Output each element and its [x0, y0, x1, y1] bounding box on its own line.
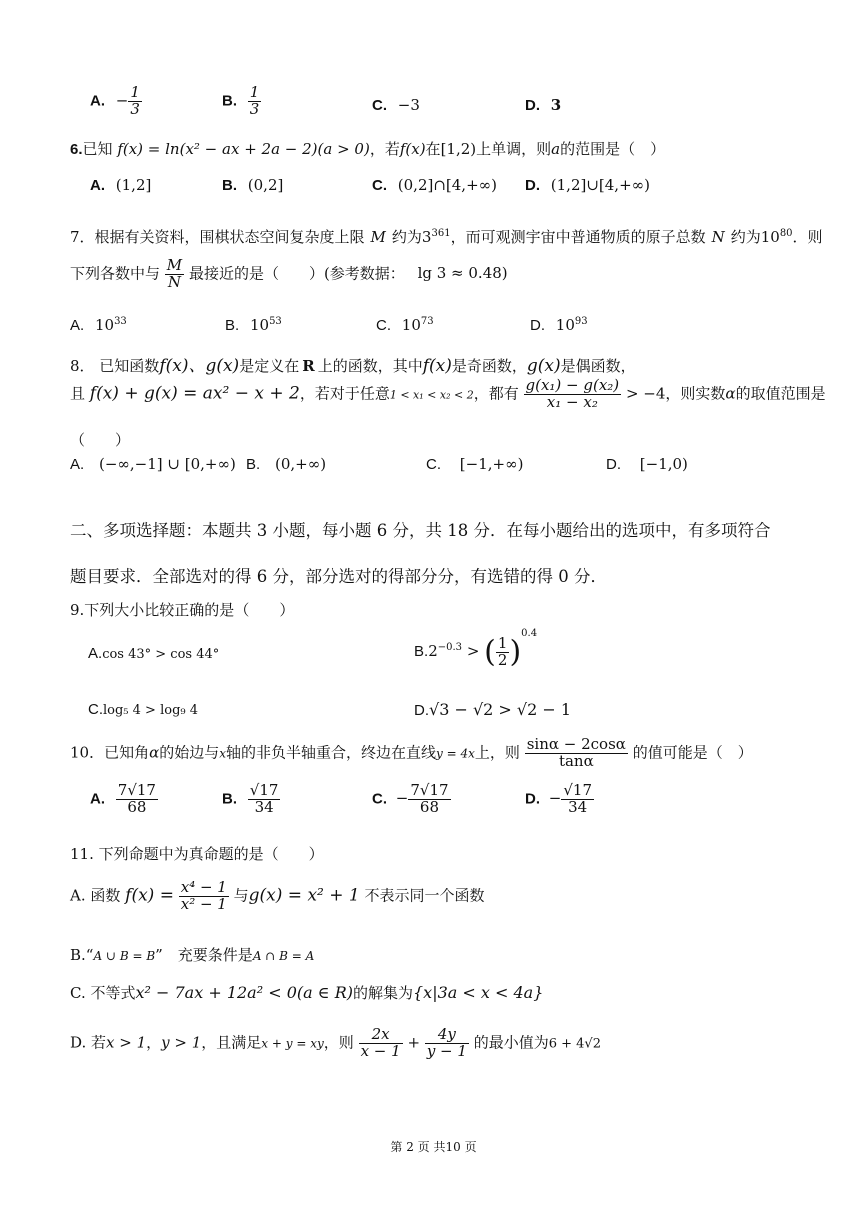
q10-option-b: B. $\frac{√17}{34}$: [222, 781, 279, 816]
q6-stem: 6.已知 f(x) = ln(x² − ax + 2a − 2)(a > 0)，若f(x)在[1,2)上单调，则a的范围是（ ）: [70, 140, 666, 158]
q5-option-b: B. $\frac{1}{3}$: [222, 83, 260, 118]
q7-fraction: $\frac{M}{N}$: [166, 256, 183, 291]
q8-line2: 且 f(x) + g(x) = ax² − x + 2，若对于任意1 < x₁ < x₂ < 2，都有 $\frac{\text{g(x₁) − g(x₂)}}{\text{x₁ − x₂}}$ > −4，则实数α的取值范围是: [70, 376, 826, 411]
q10-option-c: C. − $\frac{7√17}{68}$: [372, 781, 449, 816]
q10-option-a: A. $\frac{7√17}{68}$: [90, 781, 156, 816]
q9-option-b: $B.2^{-0.3}$ > ( $\frac{1}{2}$ )$^{0.4}$: [414, 628, 538, 670]
section2-line1: 二、多项选择题：本题共 3 小题，每小题 6 分，共 18 分．在每小题给出的选项中，有多项符合: [70, 521, 771, 540]
q6-option-c: C. (0,2]∩[4,+∞): [372, 176, 497, 194]
q6-option-a: A. (1,2]: [90, 176, 152, 194]
q5-option-c: C. −3: [372, 96, 420, 114]
q8-option-a: A. (−∞,−1] ∪ [0,+∞): [70, 455, 236, 473]
q11-option-d: D. 若x > 1，y > 1，且满足x + y = xy，则 $\frac{2x}{x - 1}$ + $\frac{4y}{y - 1}$ 的最小值为6 + 4√2: [70, 1025, 601, 1060]
q9-option-a: A.cos 43° > cos 44°: [88, 645, 220, 662]
q6-option-d: D. (1,2]∪[4,+∞): [525, 176, 650, 194]
q6-option-b: B. (0,2]: [222, 176, 284, 194]
q10-option-d: D. − $\frac{√17}{34}$: [525, 781, 593, 816]
q11-option-c: C. 不等式x² − 7ax + 12a² < 0(a ∈ R)的解集为{x|3a < x < 4a}: [70, 983, 544, 1002]
q5-a-value: − $\frac{1}{3}$: [115, 83, 140, 118]
q10-fraction: $\frac{\sin\alpha - 2\cos\alpha}{\tan\alpha}$: [526, 735, 626, 770]
q11-option-a: A. 函数 f(x) = $\frac{\text{x⁴ − 1}}{\text{x² − 1}}$ 与g(x) = x² + 1 不表示同一个函数: [70, 878, 485, 913]
q7-option-c: C. $10^{73}$: [376, 316, 434, 334]
q10-stem: 10．已知角α的始边与x轴的非负半轴重合，终边在直线y = 4x上，则 $\frac{\sin\alpha - 2\cos\alpha}{\tan\alpha}$ 的值可能是（ ）: [70, 735, 753, 770]
page-footer: 第 2 页 共10 页: [390, 1140, 477, 1154]
q8-line3: （ ）: [70, 431, 131, 449]
q11-stem: 11. 下列命题中为真命题的是（ ）: [70, 845, 324, 863]
q8-option-d: D. [−1,0): [606, 455, 688, 473]
q5-option-a: A. − $\frac{1}{3}$: [90, 83, 140, 118]
q9-option-d: D.√3 − √2 > √2 − 1: [414, 700, 572, 719]
q9-stem: 9.下列大小比较正确的是（ ）: [70, 601, 295, 619]
q7-line2: 下列各数中与 $\frac{M}{N}$ 最接近的是（ ）(参考数据： lg 3 ≈ 0.48): [70, 256, 508, 291]
q11-option-b: B.“A ∪ B = B” 充要条件是A ∩ B = A: [70, 946, 315, 964]
q5-option-d: D. 3: [525, 96, 562, 114]
q7-option-a: A. $10^{33}$: [70, 316, 127, 334]
q7-option-d: D. $10^{93}$: [530, 316, 588, 334]
q8-line1: 8． 已知函数f(x)、g(x)是定义在 R 上的函数，其中f(x)是奇函数，g(x)是偶函数，: [70, 356, 636, 376]
section2-line2: 题目要求．全部选对的得 6 分，部分选对的得部分分，有选错的得 0 分．: [70, 567, 607, 586]
q8-option-b: B. (0,+∞): [246, 455, 327, 473]
q5-b-value: $\frac{1}{3}$: [249, 83, 260, 118]
q9-option-c: C.log₅ 4 > log₉ 4: [88, 701, 198, 718]
q7-line1: 7．根据有关资料，围棋状态空间复杂度上限 M 约为$3^{361}$，而可观测宇宙中普通物质的原子总数 N 约为$10^{80}$．则: [70, 228, 823, 246]
q8-fraction: $\frac{\text{g(x₁) − g(x₂)}}{\text{x₁ − x₂}}$: [525, 376, 620, 411]
q7-option-b: B. $10^{53}$: [225, 316, 282, 334]
q8-option-c: C. [−1,+∞): [426, 455, 524, 473]
